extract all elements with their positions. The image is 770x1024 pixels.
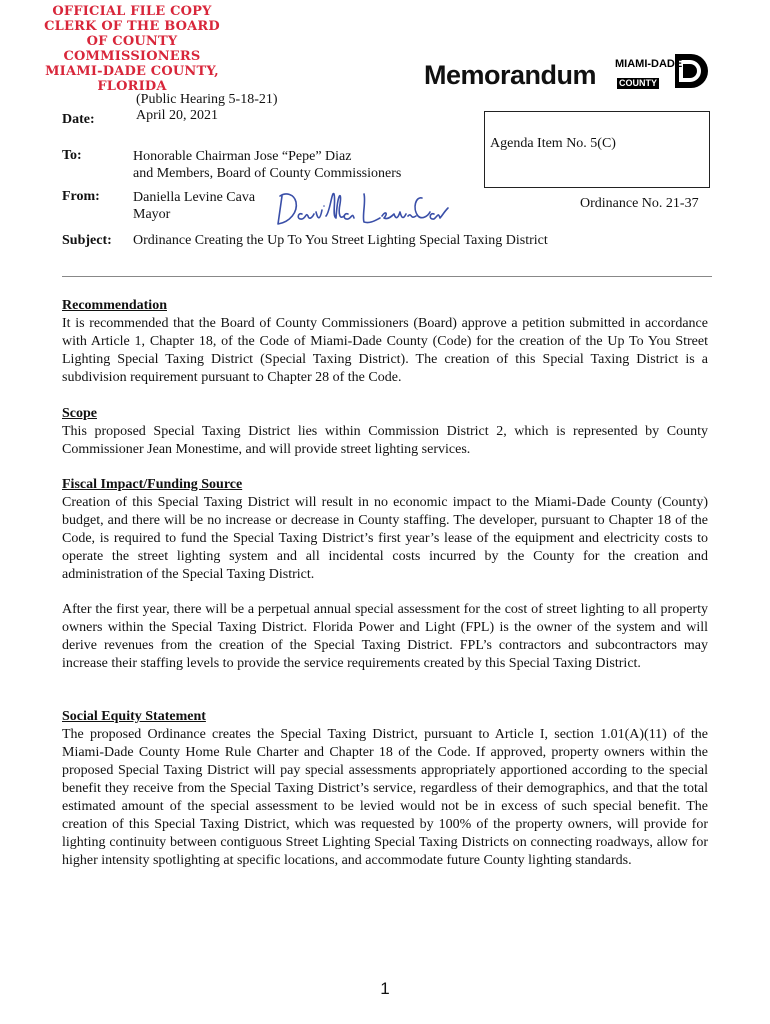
memorandum-title: Memorandum (424, 60, 597, 90)
agenda-item-number: Agenda Item No. 5(C) (490, 136, 616, 151)
scope-section (62, 405, 708, 459)
fiscal-impact-text-1: Creation of this Special Taxing District will result in no economic impact to the Miami-Dade County (County) budget, and there will be no increase or decrease in County staffing. The developer, pursuant to Chapter 18 of the Code, is required to fund the Special Taxing District’s first year’s lease of the equipment and electricity costs to operate the street lighting system and all incidental costs incurred by the County for the creation and administration of the Special Taxing District. (62, 495, 708, 582)
recommendation-text: It is recommended that the Board of County Commissioners (Board) approve a petition submitted in accordance with Article 1, Chapter 18, of the Code of Miami-Dade County (Code) for the creation of the Up To You Street Lighting Special Taxing District (Special Taxing District). The creation of this Special Taxing District is a subdivision requirement pursuant to Chapter 28 of the Code. (62, 316, 708, 385)
scope-heading: Scope (62, 406, 97, 421)
header-divider (62, 276, 712, 277)
logo-text-county: COUNTY (619, 78, 657, 88)
from-label: From: (62, 189, 100, 204)
from-line-2: Mayor (133, 207, 171, 222)
official-file-copy-stamp (16, 4, 248, 94)
signature-icon (272, 186, 454, 230)
recommendation-section (62, 297, 708, 387)
stamp-line: MIAMI-DADE COUNTY, FLORIDA (45, 64, 219, 94)
stamp-line: OF COUNTY COMMISSIONERS (63, 34, 201, 64)
scope-text: This proposed Special Taxing District lies within Commission District 2, which is represented by County Commissioner Jean Monestime, and will provide street lighting services. (62, 424, 708, 457)
fiscal-impact-text-2: After the first year, there will be a perpetual annual special assessment for the cost of street lighting to all property owners within the Special Taxing District. Florida Power and Light (FPL) is the owner of the system and will derive revenues from the creation of the Special Taxing District. FPL’s contractors and subcontractors may increase their staffing levels to provide the service requirements created by this Special Taxing District. (62, 602, 708, 671)
social-equity-section (62, 708, 708, 870)
stamp-line: CLERK OF THE BOARD (44, 19, 220, 34)
to-line-1: Honorable Chairman Jose “Pepe” Diaz (133, 149, 352, 164)
from-line-1: Daniella Levine Cava (133, 190, 256, 205)
date-value: April 20, 2021 (136, 108, 219, 123)
fiscal-impact-section (62, 476, 708, 584)
date-label: Date: (62, 112, 95, 127)
to-line-2: and Members, Board of County Commissioners (133, 166, 402, 181)
recommendation-heading: Recommendation (62, 298, 167, 313)
ordinance-number: Ordinance No. 21-37 (580, 196, 699, 211)
logo-text-miami-dade: MIAMI-DADE (615, 58, 683, 70)
subject-label: Subject: (62, 233, 112, 248)
public-hearing-note: (Public Hearing 5-18-21) (136, 92, 278, 107)
stamp-line: OFFICIAL FILE COPY (52, 4, 212, 19)
fiscal-impact-continued (62, 601, 708, 673)
social-equity-text: The proposed Ordinance creates the Special Taxing District, pursuant to Article I, section 1.01(A)(11) of the Miami-Dade County Home Rule Charter and Chapter 18 of the Code. If approved, property owners within the proposed Special Taxing District will pay special assessments appropriately apportioned according to the special benefit they receive from the Special Taxing District’s service, regardless of their demographics, and that the total estimated amount of the special assessment to be levied would not be in excess of such special benefit. The creation of this Special Taxing District, which was requested by 100% of the property owners, will provide for lighting continuity between contiguous Street Lighting Special Taxing Districts on connecting roadways, allow for higher intensity spotlighting at specific locations, and accommodate future County lighting standards. (62, 727, 708, 868)
page-number: 1 (380, 979, 390, 998)
social-equity-heading: Social Equity Statement (62, 709, 206, 724)
to-label: To: (62, 148, 82, 163)
fiscal-impact-heading: Fiscal Impact/Funding Source (62, 477, 243, 492)
subject-value: Ordinance Creating the Up To You Street Lighting Special Taxing District (133, 233, 548, 248)
